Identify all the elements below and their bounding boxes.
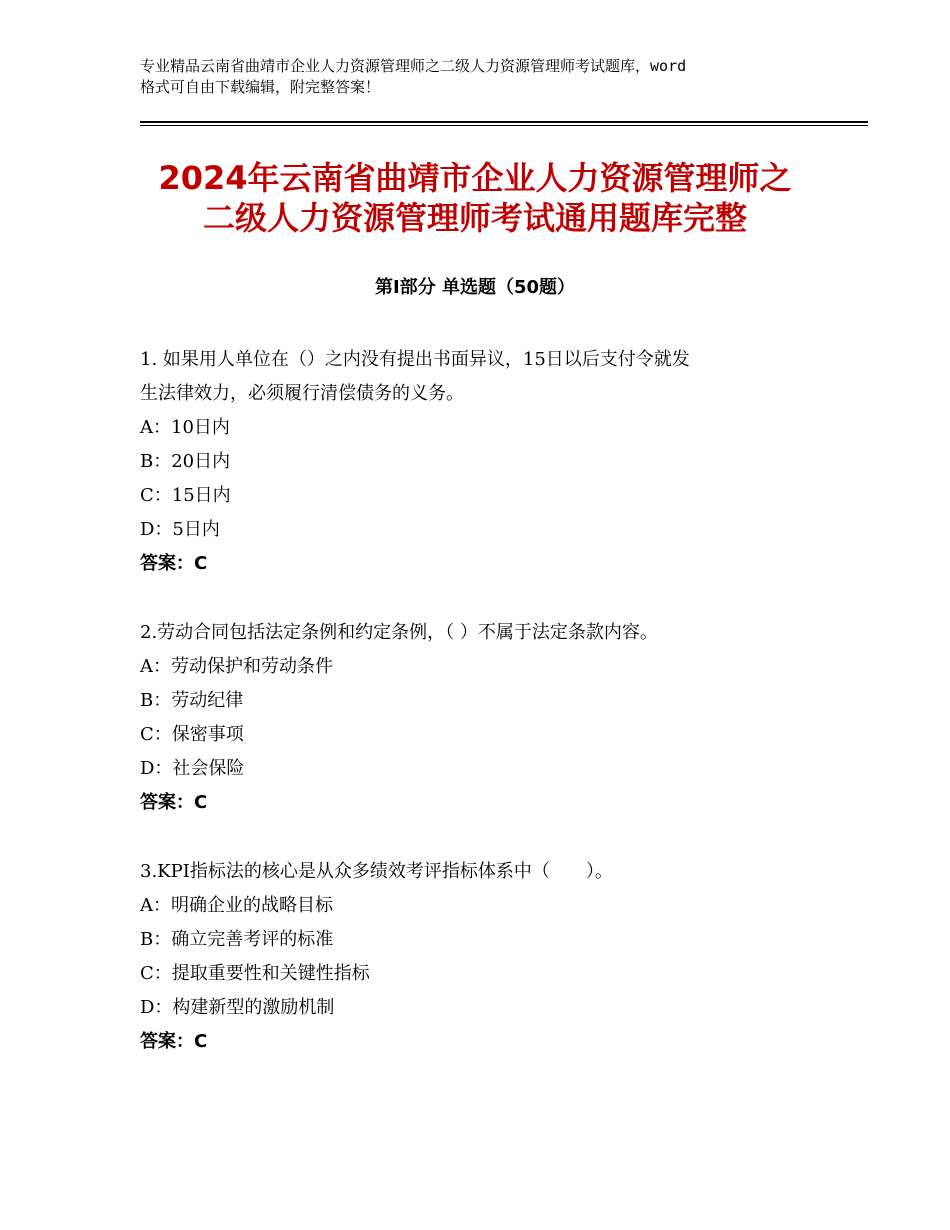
header-note [140,56,840,98]
question-option: B：劳动纪律 [140,690,244,711]
question-stem: 3.KPI指标法的核心是从众多绩效考评指标体系中（ ）。 [140,861,613,882]
question-stem: 生法律效力，必须履行清偿债务的义务。 [140,383,464,404]
question-answer: 答案：C [140,553,208,574]
question-answer: 答案：C [140,792,208,813]
question-stem: 1. 如果用人单位在（）之内没有提出书面异议，15日以后支付令就发 [140,349,690,370]
header-divider-thin [140,125,868,126]
question-option: A：劳动保护和劳动条件 [140,656,333,677]
question-option: D：构建新型的激励机制 [140,997,335,1018]
question-option: D：社会保险 [140,758,245,779]
question-option: A：10日内 [140,417,230,438]
question-item [140,855,830,1059]
question-option: C：保密事项 [140,724,244,745]
header-note-line: 格式可自由下载编辑，附完整答案！ [140,78,381,96]
question-option: B：20日内 [140,451,231,472]
question-stem: 2.劳动合同包括法定条例和约定条例，（ ）不属于法定条款内容。 [140,622,658,643]
document-title [100,158,850,238]
title-line: 2024年云南省曲靖市企业人力资源管理师之 [158,159,792,197]
question-answer: 答案：C [140,1031,208,1052]
header-note-line: 专业精品云南省曲靖市企业人力资源管理师之二级人力资源管理师考试题库，word [140,57,687,75]
header-divider-thick [140,121,868,123]
title-line: 二级人力资源管理师考试通用题库完整 [202,199,747,237]
question-option: B：确立完善考评的标准 [140,929,334,950]
question-option: C：15日内 [140,485,231,506]
section-heading: 第Ⅰ部分 单选题（50题） [374,277,575,298]
question-item [140,616,830,820]
question-option: D：5日内 [140,519,220,540]
question-item [140,343,830,581]
question-option: A：明确企业的战略目标 [140,895,333,916]
question-option: C：提取重要性和关键性指标 [140,963,370,984]
